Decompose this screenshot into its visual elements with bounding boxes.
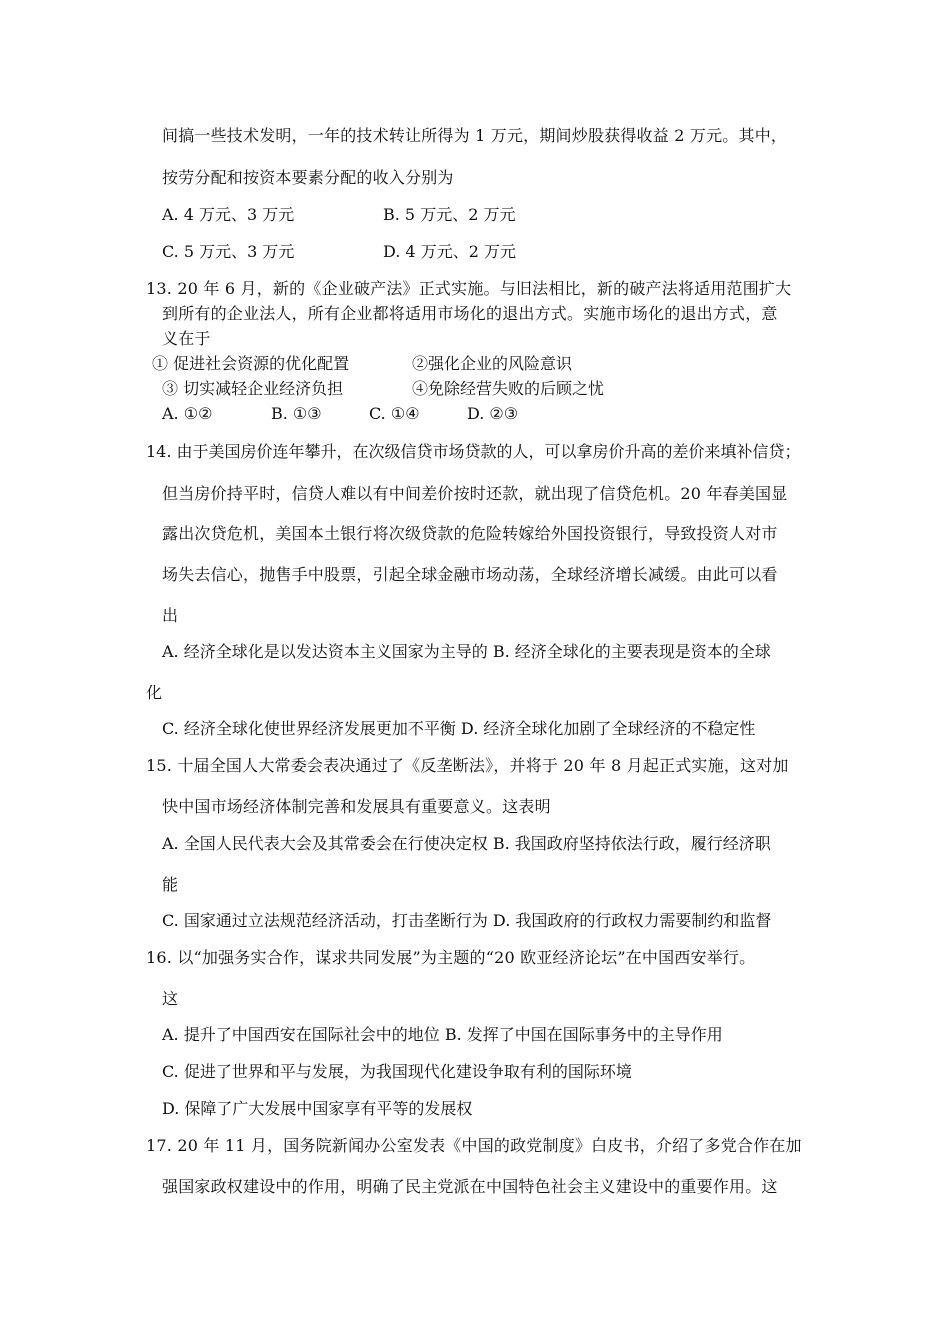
q14-options-a-b-cont: 化 bbox=[146, 683, 163, 702]
q16-text-line-2: 这 bbox=[162, 989, 179, 1008]
q12-text-line-1: 间搞一些技术发明，一年的技术转让所得为 1 万元，期间炒股获得收益 2 万元。其中， bbox=[162, 126, 788, 145]
q16-text-line-1: 16. 以“加强务实合作，谋求共同发展”为主题的“20 欧亚经济论坛”在中国西安举行。 bbox=[146, 948, 756, 967]
q15-options-c-d: C. 国家通过立法规范经济活动，打击垄断行为 D. 我国政府的行政权力需要制约和监督 bbox=[162, 911, 772, 930]
q12-option-c: C. 5 万元、3 万元 bbox=[162, 242, 295, 261]
q15-options-a-b-cont: 能 bbox=[162, 875, 179, 894]
q15-text-line-1: 15. 十届全国人大常委会表决通过了《反垄断法》，并将于 20 年 8 月起正式实施，这对加 bbox=[146, 756, 789, 775]
q13-text-line-3: 义在于 bbox=[162, 329, 211, 348]
q14-options-a-b: A. 经济全球化是以发达资本主义国家为主导的 B. 经济全球化的主要表现是资本的全球 bbox=[162, 642, 771, 661]
q13-option-b: B. ①③ bbox=[271, 404, 322, 423]
q12-option-b: B. 5 万元、2 万元 bbox=[383, 205, 516, 224]
q14-text-line-3: 露出次贷危机，美国本土银行将次级贷款的危险转嫁给外国投资银行，导致投资人对市 bbox=[162, 524, 778, 543]
q16-option-d: D. 保障了广大发展中国家享有平等的发展权 bbox=[162, 1099, 473, 1118]
q13-option-d: D. ②③ bbox=[467, 404, 519, 423]
q17-text-line-2: 强国家政权建设中的作用，明确了民主党派在中国特色社会主义建设中的重要作用。这 bbox=[162, 1177, 778, 1196]
q16-option-c: C. 促进了世界和平与发展，为我国现代化建设争取有利的国际环境 bbox=[162, 1062, 632, 1081]
q14-text-line-2: 但当房价持平时，信贷人难以有中间差价按时还款，就出现了信贷危机。20 年春美国显 bbox=[162, 484, 788, 503]
q12-option-d: D. 4 万元、2 万元 bbox=[383, 242, 516, 261]
q13-option-a: A. ①② bbox=[162, 404, 213, 423]
q12-option-a: A. 4 万元、3 万元 bbox=[162, 205, 295, 224]
q16-options-a-b: A. 提升了中国西安在国际社会中的地位 B. 发挥了中国在国际事务中的主导作用 bbox=[162, 1025, 723, 1044]
q15-options-a-b: A. 全国人民代表大会及其常委会在行使决定权 B. 我国政府坚持依法行政，履行经济职 bbox=[162, 834, 771, 853]
q17-text-line-1: 17. 20 年 11 月，国务院新闻办公室发表《中国的政党制度》白皮书，介绍了多党合作在加 bbox=[146, 1136, 802, 1155]
q12-text-line-2: 按劳分配和按资本要素分配的收入分别为 bbox=[162, 168, 454, 187]
q14-options-c-d: C. 经济全球化使世界经济发展更加不平衡 D. 经济全球化加剧了全球经济的不稳定性 bbox=[162, 719, 756, 738]
q14-text-line-4: 场失去信心，抛售手中股票，引起全球金融市场动荡，全球经济增长减缓。由此可以看 bbox=[162, 565, 778, 584]
q13-statement-3: ③ 切实减轻企业经济负担 bbox=[162, 379, 344, 398]
q13-statement-2: ②强化企业的风险意识 bbox=[412, 354, 573, 373]
q13-statement-4: ④免除经营失败的后顾之忧 bbox=[412, 379, 605, 398]
q15-text-line-2: 快中国市场经济体制完善和发展具有重要意义。这表明 bbox=[162, 797, 551, 816]
q14-text-line-1: 14. 由于美国房价连年攀升，在次级信贷市场贷款的人，可以拿房价升高的差价来填补信贷； bbox=[146, 442, 801, 461]
q14-text-line-5: 出 bbox=[162, 606, 179, 625]
q13-text-line-2: 到所有的企业法人，所有企业都将适用市场化的退出方式。实施市场化的退出方式，意 bbox=[162, 304, 778, 323]
q13-text-line-1: 13. 20 年 6 月，新的《企业破产法》正式实施。与旧法相比，新的破产法将适用范围扩大 bbox=[146, 279, 792, 298]
q13-statement-1: ① 促进社会资源的优化配置 bbox=[152, 354, 350, 373]
q13-option-c: C. ①④ bbox=[369, 404, 420, 423]
